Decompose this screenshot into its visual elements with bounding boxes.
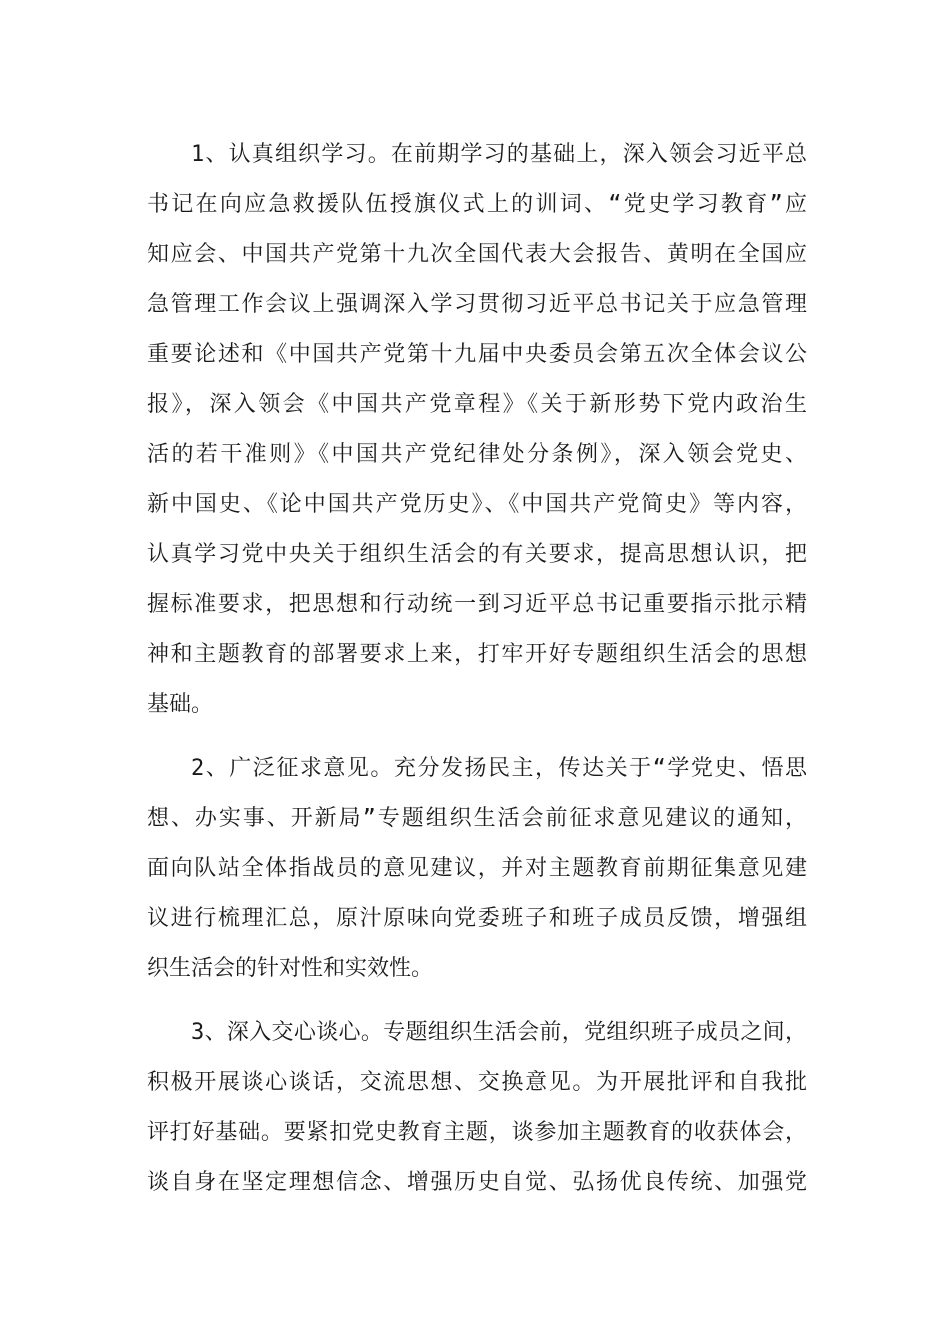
paragraph-line: 2、广泛征求意见。充分发扬民主，传达关于“学党史、悟思 xyxy=(191,756,807,781)
paragraph-line: 积极开展谈心谈话，交流思想、交换意见。为开展批评和自我批 xyxy=(147,1070,807,1095)
paragraph-line: 活的若干准则》《中国共产党纪律处分条例》，深入领会党史、 xyxy=(147,442,807,467)
paragraph-line: 面向队站全体指战员的意见建议，并对主题教育前期征集意见建 xyxy=(147,856,807,881)
paragraph-line: 握标准要求，把思想和行动统一到习近平总书记重要指示批示精 xyxy=(147,592,807,617)
paragraph-1 xyxy=(147,130,807,730)
paragraph-line: 织生活会的针对性和实效性。 xyxy=(147,956,434,981)
paragraph-line: 书记在向应急救援队伍授旗仪式上的训词、“党史学习教育”应 xyxy=(147,192,807,217)
paragraph-line: 重要论述和《中国共产党第十九届中央委员会第五次全体会议公 xyxy=(147,342,807,367)
paragraph-line: 新中国史、《论中国共产党历史》、《中国共产党简史》等内容， xyxy=(147,492,807,517)
paragraph-line: 谈自身在坚定理想信念、增强历史自觉、弘扬优良传统、加强党 xyxy=(147,1170,807,1195)
paragraph-line: 1、认真组织学习。在前期学习的基础上，深入领会习近平总 xyxy=(191,142,807,167)
paragraph-line: 神和主题教育的部署要求上来，打牢开好专题组织生活会的思想 xyxy=(147,642,807,667)
paragraph-3 xyxy=(147,1008,807,1208)
paragraph-line: 基础。 xyxy=(147,692,214,717)
paragraph-line: 评打好基础。要紧扣党史教育主题，谈参加主题教育的收获体会， xyxy=(147,1120,807,1145)
paragraph-line: 想、办实事、开新局”专题组织生活会前征求意见建议的通知， xyxy=(147,806,807,831)
paragraph-line: 认真学习党中央关于组织生活会的有关要求，提高思想认识，把 xyxy=(147,542,807,567)
paragraph-line: 知应会、中国共产党第十九次全国代表大会报告、黄明在全国应 xyxy=(147,242,807,267)
paragraph-line: 3、深入交心谈心。专题组织生活会前，党组织班子成员之间， xyxy=(191,1020,807,1045)
paragraph-line: 议进行梳理汇总，原汁原味向党委班子和班子成员反馈，增强组 xyxy=(147,906,807,931)
paragraph-line: 报》，深入领会《中国共产党章程》《关于新形势下党内政治生 xyxy=(147,392,807,417)
document-body xyxy=(147,130,807,1208)
paragraph-2 xyxy=(147,744,807,994)
paragraph-line: 急管理工作会议上强调深入学习贯彻习近平总书记关于应急管理 xyxy=(147,292,807,317)
